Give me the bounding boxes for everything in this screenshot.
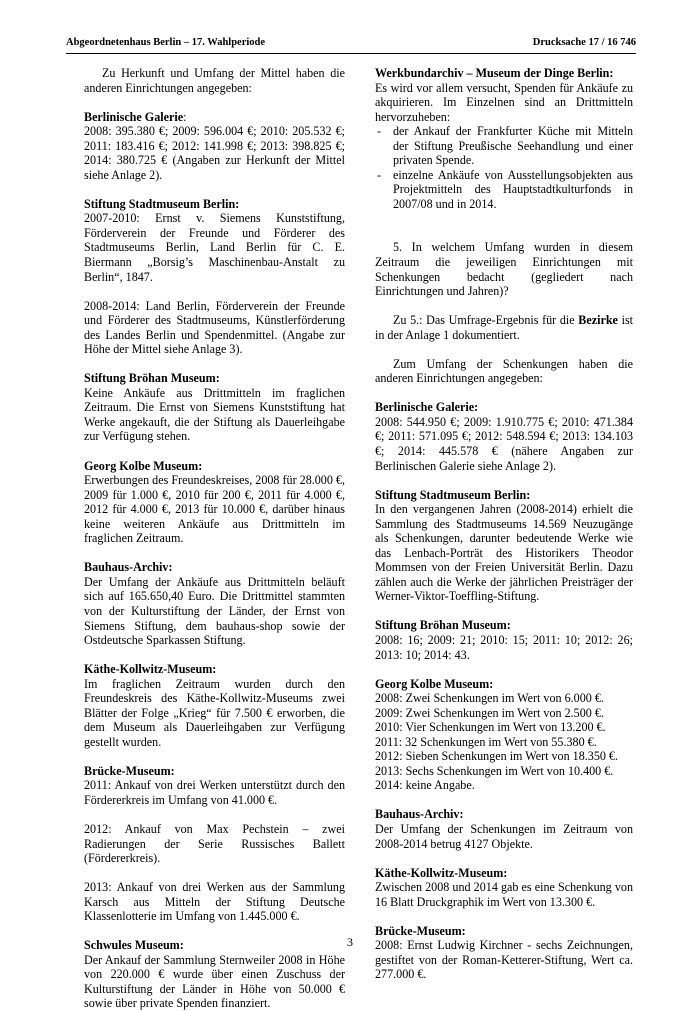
section-heading: Käthe-Kollwitz-Museum: xyxy=(375,865,508,880)
list-item: 2008: Zwei Schenkungen im Wert von 6.000 €. xyxy=(375,691,604,706)
schenkungen-intro: Zum Umfang der Schenkungen haben die anderen Einrichtungen angegeben: xyxy=(375,356,633,386)
header-left: Abgeordnetenhaus Berlin – 17. Wahlperiode xyxy=(66,37,266,48)
section-text: 2008: 395.380 €; 2009: 596.004 €; 2010: 205.532 €; 2011: 183.416 €; 2012: 141.998 €; 2013: 398.825 €; 2014: 380.725 € (Angaben zur Herkunft der Mittel siehe Anlage 2). xyxy=(84,124,345,182)
section-text: 2012: Ankauf von Max Pechstein – zwei Radierungen der Serie Russisches Ballett (Fördererkreis). xyxy=(84,822,345,866)
page-number: 3 xyxy=(347,935,353,949)
list-item: 2012: Sieben Schenkungen im Wert von 18.350 €. xyxy=(375,749,619,764)
section-heading: Stiftung Stadtmuseum Berlin: xyxy=(84,196,240,211)
header-rule xyxy=(66,53,636,54)
list-item: 2010: Vier Schenkungen im Wert von 13.200 €. xyxy=(375,720,606,735)
section-text: 2007-2010: Ernst v. Siemens Kunststiftung, Förderverein der Freunde und Förderer des Stadtmuseums Berlin, Land Berlin für C. E. Biermann „Borsig’s Maschinenbau-Anstalt zu Berlin“, 1847. xyxy=(84,211,345,284)
section-heading: Brücke-Museum: xyxy=(84,763,175,778)
answer-5: Zu 5.: Das Umfrage-Ergebnis für die Bezirke ist in der Anlage 1 dokumentiert. xyxy=(375,313,634,342)
section-heading: Berlinische Galerie: xyxy=(375,400,479,415)
section-text: Erwerbungen des Freundeskreises, 2008 für 28.000 €, 2009 für 1.000 €, 2010 für 200 €, 2011 für 4.000 €, 2012 für 4.000 €, 2013 für 10.000 €, darüber hinaus keine weiteren Ankäufe aus Drittmitteln im fraglichen Zeitraum. xyxy=(84,473,345,546)
section-text: 2008: 16; 2009: 21; 2010: 15; 2011: 10; 2012: 26; 2013: 10; 2014: 43. xyxy=(375,633,633,662)
section-text: Es wird vor allem versucht, Spenden für Ankäufe zu akquirieren. Im Einzelnen sind an Drittmitteln hervorzuheben: xyxy=(375,80,633,124)
section-text: Zwischen 2008 und 2014 gab es eine Schenkung von 16 Blatt Druckgraphik im Wert von 13.300 €. xyxy=(375,880,633,909)
list-item: 2011: 32 Schenkungen im Wert von 55.380 €. xyxy=(375,734,597,749)
section-heading: Georg Kolbe Museum: xyxy=(84,458,203,473)
page-header xyxy=(66,37,636,51)
section-text: Keine Ankäufe aus Drittmitteln im fraglichen Zeitraum. Die Ernst von Siemens Kunststiftung hat Werke angekauft, die der Stiftung als Dauerleihgabe zur Verfügung stehen. xyxy=(84,385,345,444)
section-text: 2008: 544.950 €; 2009: 1.910.775 €; 2010: 471.384 €; 2011: 571.095 €; 2012: 548.594 €; 2013: 134.103 €; 2014: 445.578 € (nähere Angaben zur Berlinischen Galerie siehe Anlage 2). xyxy=(375,414,633,473)
header-right: Drucksache 17 / 16 746 xyxy=(532,37,636,48)
kolbe-list xyxy=(375,691,633,793)
section-heading: Brücke-Museum: xyxy=(375,923,466,938)
section-heading: Werkbundarchiv – Museum der Dinge Berlin: xyxy=(375,66,614,80)
section-heading: Stiftung Stadtmuseum Berlin: xyxy=(375,487,531,502)
list-item: 2013: Sechs Schenkungen im Wert von 10.400 €. xyxy=(375,763,614,778)
list-item: - der Ankauf der Frankfurter Küche mit Mitteln der Stiftung Preußische Seehandlung und einer privaten Spende. xyxy=(377,124,633,168)
section-heading: Bauhaus-Archiv: xyxy=(375,807,464,822)
section-text: Der Ankauf der Sammlung Sternweiler 2008 in Höhe von 220.000 € wurde über einen Zuschuss der Kulturstiftung der Länder in Höhe von 50.000 € sowie über private Spenden finanziert. xyxy=(84,952,345,1011)
section-text: 2008-2014: Land Berlin, Förderverein der Freunde und Förderer des Stadtmuseums, Künstlerförderung des Landes Berlin und Spendenmittel. (Angabe zur Höhe der Mittel siehe Anlage 3). xyxy=(84,298,345,357)
section-heading: Bauhaus-Archiv: xyxy=(84,560,173,575)
section-text: 2008: Ernst Ludwig Kirchner - sechs Zeichnungen, gestiftet von der Roman-Ketterer-Stiftung, Wert ca. 277.000 €. xyxy=(375,938,633,982)
werkbund-list xyxy=(375,124,633,211)
section-heading: Berlinische Galerie: xyxy=(84,109,187,124)
left-column xyxy=(84,66,345,1011)
list-item: 2009: Zwei Schenkungen im Wert von 2.500 €. xyxy=(375,705,604,720)
list-item: - einzelne Ankäufe von Ausstellungsobjekten aus Projektmitteln des Hauptstadtkulturfonds in 2007/08 und in 2014. xyxy=(377,167,633,211)
list-item: 2014: keine Angabe. xyxy=(375,778,475,793)
section-text: In den vergangenen Jahren (2008-2014) erhielt die Sammlung des Stadtmuseums 14.569 Neuzugänge als Schenkungen, darunter bedeutende Werke wie das Lenbach-Porträt des Historikers Theodor Mommsen von der Freien Universität Berlin. Dazu zählen auch die Werke der jährlichen Preisträger der Werner-Viktor-Toeffling-Stiftung. xyxy=(375,502,633,604)
section-text: 2013: Ankauf von drei Werken aus der Sammlung Karsch aus Mitteln der Stiftung Deutsche Klassenlotterie im Umfang von 1.445.000 €. xyxy=(84,880,345,924)
section-heading: Stiftung Bröhan Museum: xyxy=(375,618,511,633)
section-text: Der Umfang der Schenkungen im Zeitraum von 2008-2014 betrug 4127 Objekte. xyxy=(375,822,633,851)
section-heading: Schwules Museum: xyxy=(84,938,184,953)
section-heading: Georg Kolbe Museum: xyxy=(375,676,494,691)
section-text: Im fraglichen Zeitraum wurden durch den Freundeskreis des Käthe-Kollwitz-Museums zwei Blätter der Folge „Krieg“ für 7.500 € erworben, die dem Museum als Dauerleihgaben zur Verfügung gestellt wurden. xyxy=(84,676,345,749)
section-text: 2011: Ankauf von drei Werken unterstützt durch den Fördererkreis im Umfang von 41.000 €. xyxy=(84,778,345,807)
section-text: Der Umfang der Ankäufe aus Drittmitteln beläuft sich auf 165.650,40 Euro. Die Drittmittel stammten von der Kulturstiftung der Länder, der Ernst von Siemens Stiftung, dem bauhaus-shop sowie der Ostdeutsche Sparkassen Stiftung. xyxy=(84,574,345,648)
section-heading: Käthe-Kollwitz-Museum: xyxy=(84,662,217,677)
question-5: 5. In welchem Umfang wurden in diesem Zeitraum die jeweiligen Einrichtungen mit Schenkungen bedacht (gegliedert nach Einrichtungen und Jahren)? xyxy=(375,240,633,299)
right-column xyxy=(375,66,633,982)
intro-paragraph: Zu Herkunft und Umfang der Mittel haben die anderen Einrichtungen angegeben: xyxy=(84,66,345,95)
section-heading: Stiftung Bröhan Museum: xyxy=(84,371,220,386)
